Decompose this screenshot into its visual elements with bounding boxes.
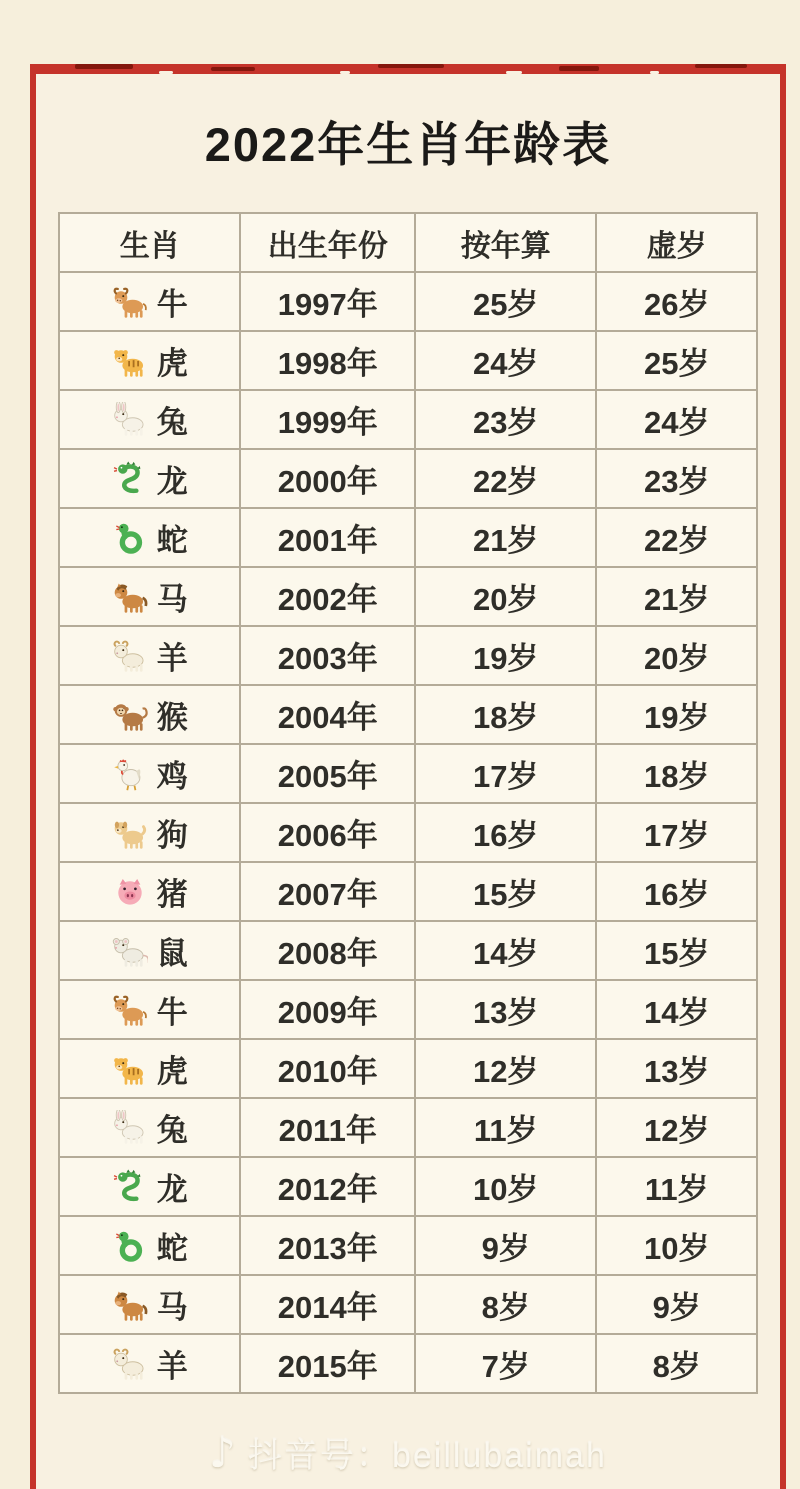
zodiac-cell bbox=[59, 1157, 240, 1216]
age-by-year-cell: 8岁 bbox=[415, 1275, 596, 1334]
age-by-year-cell: 13岁 bbox=[415, 980, 596, 1039]
nominal-age-cell: 20岁 bbox=[596, 626, 757, 685]
watermark bbox=[36, 1428, 780, 1477]
age-by-year-cell: 25岁 bbox=[415, 272, 596, 331]
dragon-icon bbox=[112, 461, 148, 497]
header-age-by-year: 按年算 bbox=[415, 213, 596, 272]
zodiac-cell bbox=[59, 626, 240, 685]
goat-icon bbox=[112, 638, 148, 674]
rat-icon bbox=[112, 933, 148, 969]
zodiac-cell bbox=[59, 744, 240, 803]
zodiac-name: 虎 bbox=[156, 1054, 188, 1089]
zodiac-name: 猴 bbox=[156, 700, 188, 735]
nominal-age-cell: 19岁 bbox=[596, 685, 757, 744]
zodiac-name: 蛇 bbox=[156, 1231, 188, 1266]
header-zodiac: 生肖 bbox=[59, 213, 240, 272]
age-by-year-cell: 9岁 bbox=[415, 1216, 596, 1275]
age-by-year-cell: 10岁 bbox=[415, 1157, 596, 1216]
ox-icon bbox=[112, 284, 148, 320]
nominal-age-cell: 18岁 bbox=[596, 744, 757, 803]
table-header-row bbox=[59, 213, 757, 272]
age-by-year-cell: 11岁 bbox=[415, 1098, 596, 1157]
zodiac-age-table bbox=[58, 212, 758, 1394]
nominal-age-cell: 17岁 bbox=[596, 803, 757, 862]
birth-year-cell: 2013年 bbox=[240, 1216, 415, 1275]
zodiac-name: 猪 bbox=[156, 877, 188, 912]
age-by-year-cell: 21岁 bbox=[415, 508, 596, 567]
header-birth-year: 出生年份 bbox=[240, 213, 415, 272]
age-by-year-cell: 16岁 bbox=[415, 803, 596, 862]
birth-year-cell: 1997年 bbox=[240, 272, 415, 331]
nominal-age-cell: 23岁 bbox=[596, 449, 757, 508]
zodiac-name: 兔 bbox=[156, 1113, 188, 1148]
age-by-year-cell: 19岁 bbox=[415, 626, 596, 685]
table-row bbox=[59, 862, 757, 921]
zodiac-cell bbox=[59, 1039, 240, 1098]
page-title: 2022年生肖年龄表 bbox=[204, 118, 612, 171]
age-by-year-cell: 18岁 bbox=[415, 685, 596, 744]
birth-year-cell: 2002年 bbox=[240, 567, 415, 626]
table-row bbox=[59, 1275, 757, 1334]
table-row bbox=[59, 272, 757, 331]
table-row bbox=[59, 1157, 757, 1216]
nominal-age-cell: 21岁 bbox=[596, 567, 757, 626]
pig-icon bbox=[112, 874, 148, 910]
nominal-age-cell: 15岁 bbox=[596, 921, 757, 980]
nominal-age-cell: 13岁 bbox=[596, 1039, 757, 1098]
table-row bbox=[59, 626, 757, 685]
zodiac-name: 马 bbox=[156, 582, 188, 617]
zodiac-cell bbox=[59, 567, 240, 626]
rooster-icon bbox=[112, 756, 148, 792]
zodiac-cell bbox=[59, 449, 240, 508]
birth-year-cell: 2010年 bbox=[240, 1039, 415, 1098]
zodiac-cell bbox=[59, 980, 240, 1039]
horse-icon bbox=[112, 1287, 148, 1323]
nominal-age-cell: 12岁 bbox=[596, 1098, 757, 1157]
zodiac-name: 牛 bbox=[156, 287, 188, 322]
dragon-icon bbox=[112, 1169, 148, 1205]
zodiac-name: 兔 bbox=[156, 405, 188, 440]
age-by-year-cell: 24岁 bbox=[415, 331, 596, 390]
zodiac-cell bbox=[59, 390, 240, 449]
zodiac-cell bbox=[59, 1216, 240, 1275]
zodiac-cell bbox=[59, 1098, 240, 1157]
zodiac-cell bbox=[59, 272, 240, 331]
nominal-age-cell: 9岁 bbox=[596, 1275, 757, 1334]
zodiac-cell bbox=[59, 1334, 240, 1393]
nominal-age-cell: 11岁 bbox=[596, 1157, 757, 1216]
nominal-age-cell: 10岁 bbox=[596, 1216, 757, 1275]
nominal-age-cell: 8岁 bbox=[596, 1334, 757, 1393]
birth-year-cell: 2000年 bbox=[240, 449, 415, 508]
birth-year-cell: 2003年 bbox=[240, 626, 415, 685]
zodiac-name: 鸡 bbox=[156, 759, 188, 794]
birth-year-cell: 2005年 bbox=[240, 744, 415, 803]
rabbit-icon bbox=[112, 1110, 148, 1146]
age-by-year-cell: 20岁 bbox=[415, 567, 596, 626]
birth-year-cell: 2012年 bbox=[240, 1157, 415, 1216]
zodiac-cell bbox=[59, 508, 240, 567]
birth-year-cell: 2001年 bbox=[240, 508, 415, 567]
zodiac-name: 马 bbox=[156, 1290, 188, 1325]
zodiac-cell bbox=[59, 921, 240, 980]
table-row bbox=[59, 390, 757, 449]
tiger-icon bbox=[112, 1051, 148, 1087]
birth-year-cell: 2006年 bbox=[240, 803, 415, 862]
table-row bbox=[59, 1098, 757, 1157]
birth-year-cell: 2011年 bbox=[240, 1098, 415, 1157]
zodiac-name: 羊 bbox=[156, 641, 188, 676]
zodiac-cell bbox=[59, 331, 240, 390]
birth-year-cell: 2015年 bbox=[240, 1334, 415, 1393]
header-nominal-age: 虚岁 bbox=[596, 213, 757, 272]
table-row bbox=[59, 685, 757, 744]
nominal-age-cell: 26岁 bbox=[596, 272, 757, 331]
age-by-year-cell: 17岁 bbox=[415, 744, 596, 803]
birth-year-cell: 2009年 bbox=[240, 980, 415, 1039]
table-row bbox=[59, 1216, 757, 1275]
zodiac-cell bbox=[59, 685, 240, 744]
zodiac-name: 蛇 bbox=[156, 523, 188, 558]
zodiac-name: 龙 bbox=[156, 1172, 188, 1207]
table-row bbox=[59, 803, 757, 862]
age-by-year-cell: 23岁 bbox=[415, 390, 596, 449]
table-row bbox=[59, 567, 757, 626]
dog-icon bbox=[112, 815, 148, 851]
snake-icon bbox=[112, 520, 148, 556]
birth-year-cell: 2007年 bbox=[240, 862, 415, 921]
table-row bbox=[59, 508, 757, 567]
birth-year-cell: 2014年 bbox=[240, 1275, 415, 1334]
table-row bbox=[59, 1039, 757, 1098]
birth-year-cell: 2008年 bbox=[240, 921, 415, 980]
table-row bbox=[59, 980, 757, 1039]
age-by-year-cell: 12岁 bbox=[415, 1039, 596, 1098]
nominal-age-cell: 16岁 bbox=[596, 862, 757, 921]
zodiac-name: 狗 bbox=[156, 818, 188, 853]
monkey-icon bbox=[112, 697, 148, 733]
table-row bbox=[59, 331, 757, 390]
watermark-text: 抖音号：beillubaimah bbox=[247, 1437, 607, 1475]
nominal-age-cell: 25岁 bbox=[596, 331, 757, 390]
rabbit-icon bbox=[112, 402, 148, 438]
snake-icon bbox=[112, 1228, 148, 1264]
zodiac-name: 鼠 bbox=[156, 936, 188, 971]
table-row bbox=[59, 449, 757, 508]
age-by-year-cell: 14岁 bbox=[415, 921, 596, 980]
table-row bbox=[59, 921, 757, 980]
birth-year-cell: 2004年 bbox=[240, 685, 415, 744]
birth-year-cell: 1999年 bbox=[240, 390, 415, 449]
zodiac-cell bbox=[59, 1275, 240, 1334]
age-by-year-cell: 22岁 bbox=[415, 449, 596, 508]
zodiac-cell bbox=[59, 862, 240, 921]
horse-icon bbox=[112, 579, 148, 615]
zodiac-name: 羊 bbox=[156, 1349, 188, 1384]
border-distress bbox=[30, 64, 786, 74]
table-row bbox=[59, 744, 757, 803]
nominal-age-cell: 22岁 bbox=[596, 508, 757, 567]
goat-icon bbox=[112, 1346, 148, 1382]
zodiac-name: 牛 bbox=[156, 995, 188, 1030]
ox-icon bbox=[112, 992, 148, 1028]
zodiac-cell bbox=[59, 803, 240, 862]
birth-year-cell: 1998年 bbox=[240, 331, 415, 390]
nominal-age-cell: 24岁 bbox=[596, 390, 757, 449]
red-frame bbox=[30, 64, 786, 1489]
age-by-year-cell: 15岁 bbox=[415, 862, 596, 921]
table-row bbox=[59, 1334, 757, 1393]
zodiac-name: 龙 bbox=[156, 464, 188, 499]
tiger-icon bbox=[112, 343, 148, 379]
zodiac-name: 虎 bbox=[156, 346, 188, 381]
age-by-year-cell: 7岁 bbox=[415, 1334, 596, 1393]
nominal-age-cell: 14岁 bbox=[596, 980, 757, 1039]
tiktok-note-icon: ♪ bbox=[209, 1427, 236, 1477]
